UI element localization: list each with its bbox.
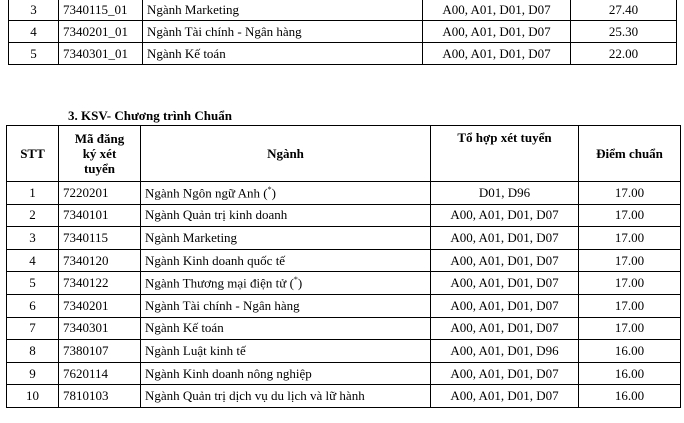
combo-cell: A00, A01, D01, D07 <box>431 385 579 408</box>
major-cell <box>141 272 431 295</box>
major-text: Ngành Kinh doanh quốc tế <box>145 252 286 268</box>
table-row <box>7 204 681 227</box>
code-cell: 7810103 <box>59 385 141 408</box>
header-major: Ngành <box>141 126 431 182</box>
major-text: Ngành Marketing <box>147 1 240 17</box>
table-row <box>7 294 681 317</box>
stt-cell: 9 <box>7 362 59 385</box>
score-cell: 17.00 <box>579 272 681 295</box>
combo-cell: A00, A01, D01, D07 <box>423 43 571 65</box>
table-row <box>9 0 677 21</box>
table-row <box>9 43 677 65</box>
major-text-end: ) <box>297 275 303 291</box>
table-row <box>7 385 681 408</box>
table-row <box>7 340 681 363</box>
major-cell <box>141 362 431 385</box>
major-cell <box>141 317 431 340</box>
major-text: Ngành Tài chính - Ngân hàng <box>145 297 300 313</box>
combo-cell: A00, A01, D01, D96 <box>431 340 579 363</box>
stt-cell: 1 <box>7 182 59 205</box>
table-row <box>7 227 681 250</box>
table-row <box>7 362 681 385</box>
major-text: Ngành Tài chính - Ngân hàng <box>147 23 302 39</box>
score-cell: 17.00 <box>579 249 681 272</box>
major-text-end: ) <box>271 184 276 200</box>
major-cell <box>143 0 423 21</box>
code-cell: 7220201 <box>59 182 141 205</box>
stt-cell: 4 <box>7 249 59 272</box>
header-stt: STT <box>7 126 59 182</box>
stt-cell: 3 <box>7 227 59 250</box>
stt-cell: 2 <box>7 204 59 227</box>
code-cell: 7340201_01 <box>59 21 143 43</box>
header-code <box>59 126 141 182</box>
code-cell: 7340120 <box>59 249 141 272</box>
major-cell <box>143 43 423 65</box>
code-cell: 7620114 <box>59 362 141 385</box>
score-cell: 17.00 <box>579 204 681 227</box>
score-cell: 17.00 <box>579 182 681 205</box>
header-score: Điểm chuẩn <box>579 126 681 182</box>
combo-cell: A00, A01, D01, D07 <box>423 21 571 43</box>
major-text: Ngành Ngôn ngữ Anh ( <box>145 184 268 200</box>
stt-cell: 8 <box>7 340 59 363</box>
score-cell: 16.00 <box>579 340 681 363</box>
score-cell: 16.00 <box>579 385 681 408</box>
major-cell <box>141 182 431 205</box>
score-cell: 16.00 <box>579 362 681 385</box>
major-cell <box>141 385 431 408</box>
major-cell <box>141 249 431 272</box>
stt-cell: 10 <box>7 385 59 408</box>
code-cell: 7340301_01 <box>59 43 143 65</box>
footnote-marker: * <box>267 184 272 194</box>
combo-cell: A00, A01, D01, D07 <box>431 317 579 340</box>
header-combo: Tổ hợp xét tuyển <box>431 126 579 182</box>
section-title: 3. KSV- Chương trình Chuẩn <box>68 108 232 123</box>
stt-cell: 5 <box>9 43 59 65</box>
score-cell: 22.00 <box>571 43 677 65</box>
major-text: Ngành Luật kinh tế <box>145 342 246 358</box>
code-cell: 7340201 <box>59 294 141 317</box>
major-text: Ngành Quản trị kinh doanh <box>145 207 288 223</box>
code-cell: 7340301 <box>59 317 141 340</box>
previous-program-table <box>8 0 677 65</box>
stt-cell: 6 <box>7 294 59 317</box>
header-row <box>7 126 681 182</box>
combo-cell: A00, A01, D01, D07 <box>431 227 579 250</box>
score-cell: 25.30 <box>571 21 677 43</box>
code-cell: 7380107 <box>59 340 141 363</box>
combo-cell: A00, A01, D01, D07 <box>431 204 579 227</box>
table-row <box>7 317 681 340</box>
stt-cell: 7 <box>7 317 59 340</box>
table-row <box>7 249 681 272</box>
combo-cell: A00, A01, D01, D07 <box>431 362 579 385</box>
code-cell: 7340115_01 <box>59 0 143 21</box>
score-cell: 17.00 <box>579 294 681 317</box>
code-cell: 7340115 <box>59 227 141 250</box>
major-text: Ngành Kế toán <box>145 320 224 336</box>
table-row <box>7 182 681 205</box>
combo-cell: A00, A01, D01, D07 <box>431 272 579 295</box>
header-code-line1: Mã đăng <box>74 131 125 146</box>
stt-cell: 3 <box>9 0 59 21</box>
header-code-line2: ký xét <box>82 146 117 161</box>
major-cell <box>141 340 431 363</box>
major-cell <box>141 204 431 227</box>
code-cell: 7340122 <box>59 272 141 295</box>
major-text: Ngành Marketing <box>145 229 238 245</box>
code-cell: 7340101 <box>59 204 141 227</box>
footnote-marker: * <box>293 275 298 284</box>
score-cell: 27.40 <box>571 0 677 21</box>
major-cell <box>141 227 431 250</box>
major-text: Ngành Kinh doanh nông nghiệp <box>145 365 312 381</box>
major-text: Ngành Thương mại điện tử ( <box>145 275 294 291</box>
header-code-line3: tuyển <box>83 161 116 176</box>
major-text: Ngành Kế toán <box>147 45 226 61</box>
score-cell: 17.00 <box>579 227 681 250</box>
major-cell <box>143 21 423 43</box>
major-text: Ngành Quản trị dịch vụ du lịch và lữ hành <box>145 388 365 404</box>
table-row <box>9 21 677 43</box>
standard-program-table <box>6 125 681 408</box>
stt-cell: 4 <box>9 21 59 43</box>
stt-cell: 5 <box>7 272 59 295</box>
combo-cell: A00, A01, D01, D07 <box>431 294 579 317</box>
score-cell: 17.00 <box>579 317 681 340</box>
combo-cell: D01, D96 <box>431 182 579 205</box>
major-cell <box>141 294 431 317</box>
table-row <box>7 272 681 295</box>
combo-cell: A00, A01, D01, D07 <box>423 0 571 21</box>
combo-cell: A00, A01, D01, D07 <box>431 249 579 272</box>
